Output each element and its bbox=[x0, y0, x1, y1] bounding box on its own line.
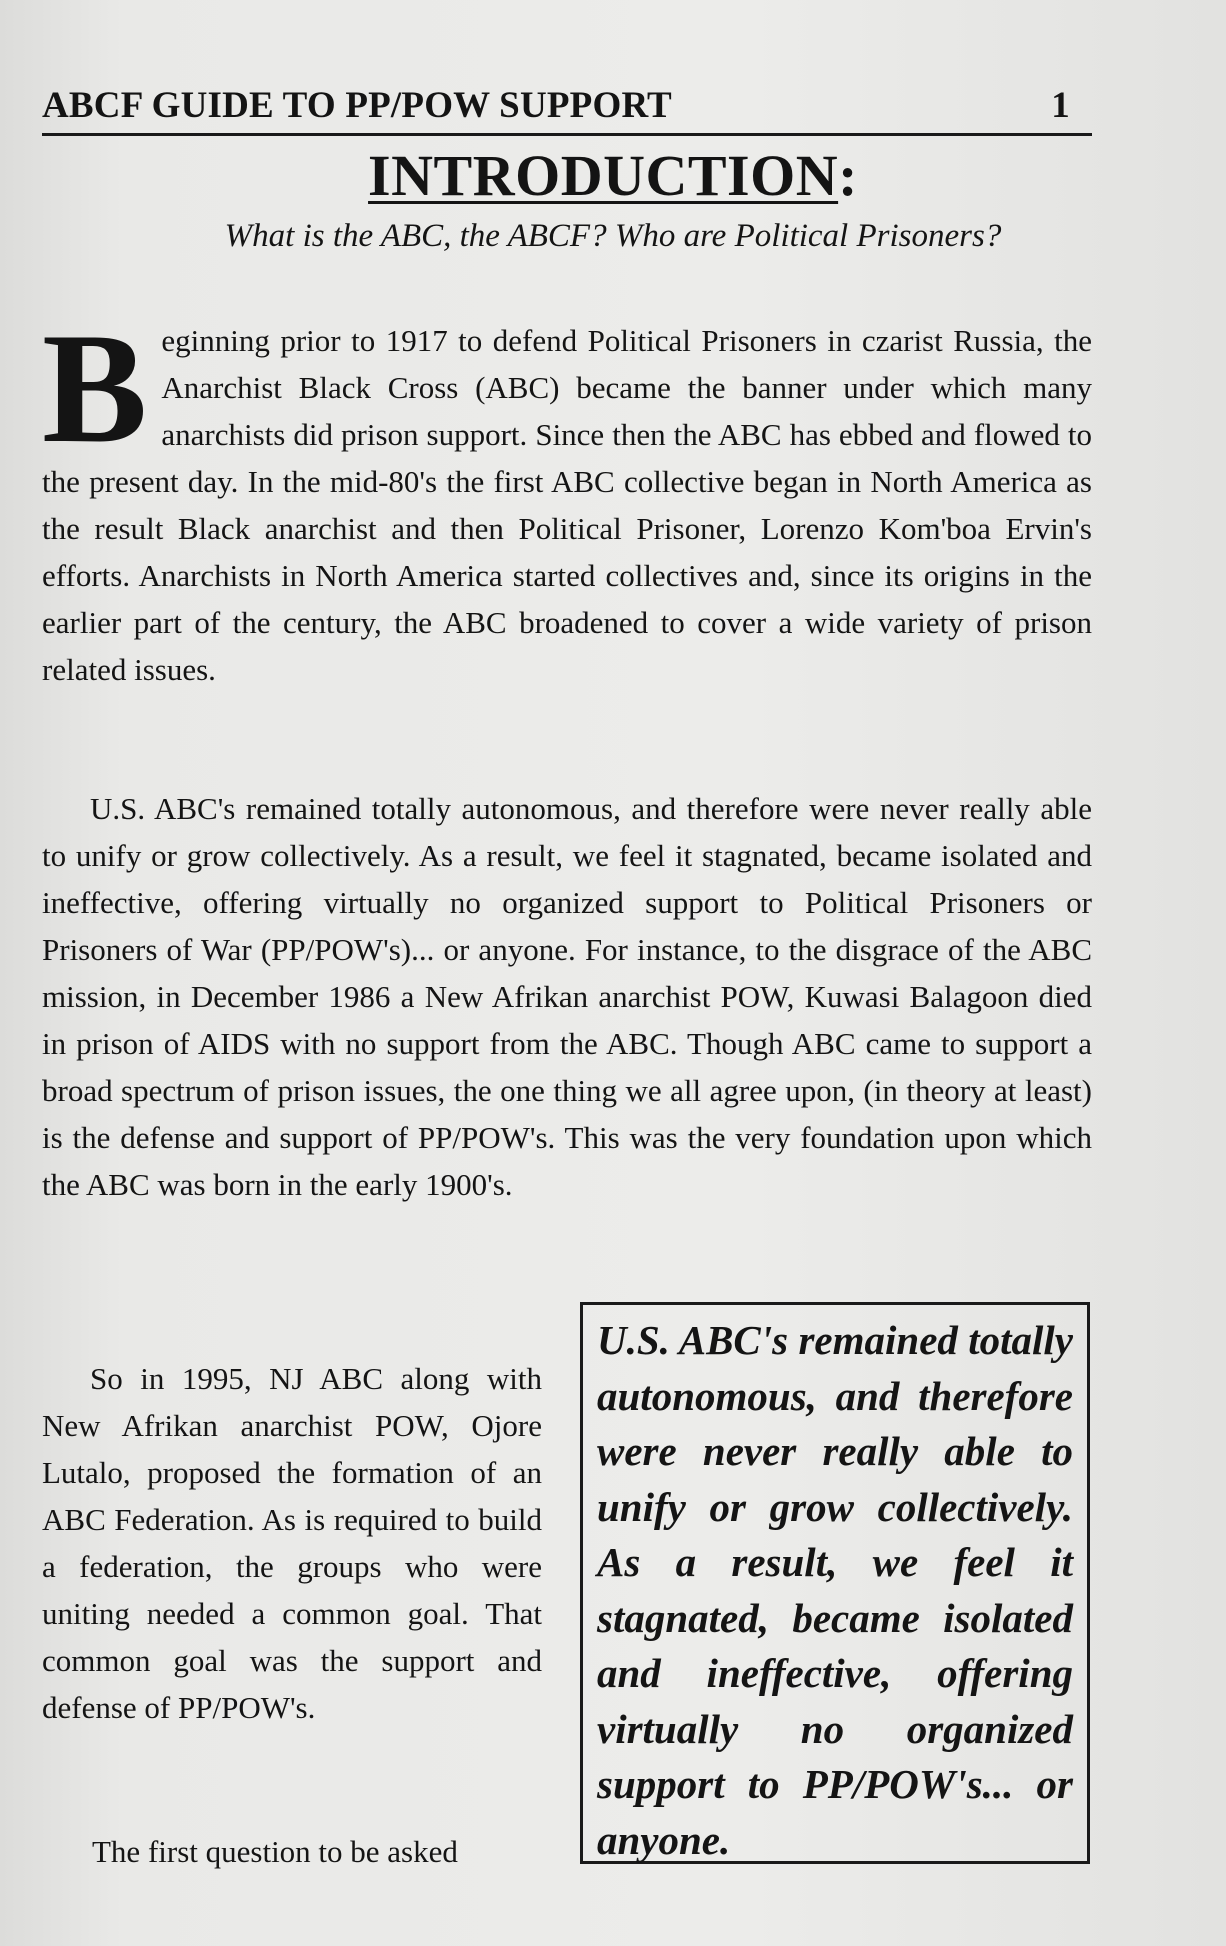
drop-cap: B bbox=[42, 301, 148, 476]
paragraph-1 bbox=[42, 301, 1092, 693]
chapter-title bbox=[0, 142, 1226, 209]
chapter-title-text: INTRODUCTION bbox=[368, 143, 839, 208]
paragraph-1-text: eginning prior to 1917 to defend Political Prisoners in czarist Russia, the Anarchist Black Cross (ABC) became the banner under which many anarchists did prison support. Since then the ABC has ebbed and flowed to the present day. In the mid-80's the first ABC collective began in North America as the result Black anarchist and then Political Prisoner, Lorenzo Kom'boa Ervin's efforts. Anarchists in North America started collectives and, since its origins in the earlier part of the century, the ABC broadened to cover a wide variety of prison related issues. bbox=[42, 323, 1092, 687]
running-title: ABCF GUIDE TO PP/POW SUPPORT bbox=[42, 85, 672, 126]
paragraph-3: So in 1995, NJ ABC along with New Afrikan anarchist POW, Ojore Lutalo, proposed the formation of an ABC Federation. As is required to build a federation, the groups who were uniting needed a common goal. That common goal was the support and defense of PP/POW's. bbox=[42, 1361, 542, 1725]
chapter-title-colon: : bbox=[838, 143, 858, 208]
paragraph-4: The first question to be asked bbox=[92, 1834, 458, 1869]
header-rule bbox=[42, 133, 1092, 136]
pull-quote-box: U.S. ABC's remained totally autonomous, and therefore were never really able to unify or grow collectively. As a result, we feel it stagnated, became isolated and ineffective, offering virtually no organized support to PP/POW's... or anyone. bbox=[580, 1302, 1090, 1864]
paragraph-2: U.S. ABC's remained totally autonomous, and therefore were never really able to unify or grow collectively. As a result, we feel it stagnated, became isolated and ineffective, offering virtually no organized support to Political Prisoners or Prisoners of War (PP/POW's)... or anyone. For instance, to the disgrace of the ABC mission, in December 1986 a New Afrikan anarchist POW, Kuwasi Balagoon died in prison of AIDS with no support from the ABC. Though ABC came to support a broad spectrum of prison issues, the one thing we all agree upon, (in theory at least) is the defense and support of PP/POW's. This was the very foundation upon which the ABC was born in the early 1900's. bbox=[42, 791, 1092, 1202]
running-header bbox=[42, 84, 1092, 127]
chapter-subtitle: What is the ABC, the ABCF? Who are Political Prisoners? bbox=[224, 218, 1002, 254]
page-number: 1 bbox=[1051, 85, 1070, 126]
